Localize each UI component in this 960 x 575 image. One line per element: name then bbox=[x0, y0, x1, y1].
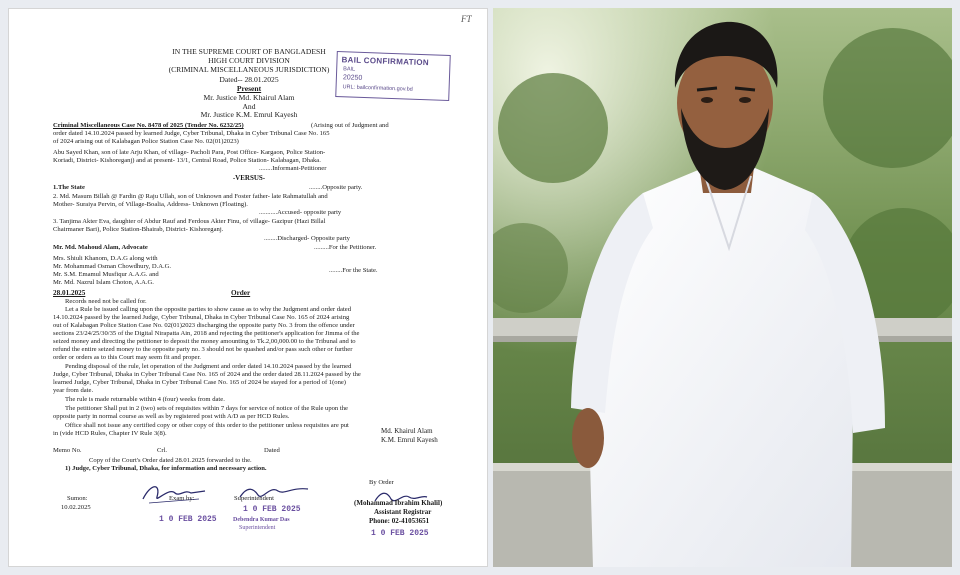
justice-2: Mr. Justice K.M. Emrul Kayesh bbox=[200, 110, 298, 119]
order-title: Order bbox=[231, 289, 251, 297]
justice-1: Mr. Justice Md. Khairul Alam bbox=[203, 93, 295, 102]
order-line: Office shall not issue any certified copy or other copy of this order to the petitioner unless requisites are put bbox=[65, 422, 349, 429]
advocate-role: .........For the Petitioner. bbox=[314, 244, 377, 251]
order-line: Let a Rule be issued calling upon the opposite parties to show cause as to why the Judgment and order dated bbox=[65, 306, 352, 313]
versus: -VERSUS- bbox=[232, 174, 266, 182]
phone: Phone: 02-41053651 bbox=[369, 517, 430, 525]
registrar-title: Assistant Registrar bbox=[374, 508, 432, 516]
order-line: learned Judge, Cyber Tribunal, Dhaka in Cyber Tribunal Case No. 165 of 2024 be stayed for a period of 1(one) bbox=[53, 379, 346, 386]
superintendent-label: Superintendent bbox=[234, 495, 274, 502]
order-line: opposite party in normal course as well as by registered post with A/D as per HCD Rules. bbox=[53, 413, 290, 420]
opposite-3-b: Chairmaner Bari), Police Station-Bhairab, District- Kishoreganj. bbox=[53, 226, 224, 233]
order-date: 28.01.2025 bbox=[53, 289, 86, 297]
court-order-document bbox=[8, 8, 488, 567]
registrar-name: (Mohammad Ibrahim Khalil) bbox=[354, 499, 443, 507]
by-order: By Order bbox=[369, 479, 394, 486]
present-label: Present bbox=[236, 84, 262, 93]
exam-by: Exam by: bbox=[169, 495, 195, 502]
order-line: refund the entire seized money to the opposite party no. 3 should not be quashed and/or pass such other or further bbox=[53, 346, 353, 353]
opposite-1-role: ........Opposite party. bbox=[309, 184, 363, 191]
state-counsel-4: Mr. Md. Nazrul Islam Choton, A.A.G. bbox=[53, 279, 154, 286]
signatory-2: K.M. Emrul Kayesh bbox=[381, 436, 438, 444]
date-stamp-2: 1 0 FEB 2025 bbox=[243, 505, 301, 514]
order-line: The rule is made returnable within 4 (four) weeks from date. bbox=[65, 396, 225, 403]
state-counsel-1: Mrs. Shiuli Khanom, D.A.G along with bbox=[53, 255, 158, 262]
order-line: out of Kalabagan Police Station Case No. 02(01)2023 discharging the opposite party No. 3 from the offence under bbox=[53, 322, 355, 329]
date-stamp-1: 1 0 FEB 2025 bbox=[159, 515, 217, 524]
court-heading: IN THE SUPREME COURT OF BANGLADESH bbox=[172, 47, 326, 56]
sup-title-stamp: Superintendent bbox=[239, 525, 276, 531]
division: HIGH COURT DIVISION bbox=[208, 56, 290, 65]
state-counsel-3: Mr. S.M. Emamul Musfiqur A.A.G. and bbox=[53, 271, 159, 278]
corner-mark: FT bbox=[461, 14, 472, 24]
opposite-3-a: 3. Tanjima Akter Eva, daughter of Abdur Rauf and Ferdous Akter Finu, of village- Gazipur (Hazi Billal bbox=[53, 218, 326, 225]
case-title: Criminal Miscellaneous Case No. 8478 of 2025 (Tender No. 6232/25) bbox=[53, 122, 244, 129]
order-line: order or orders as to this Court may seem fit and proper. bbox=[53, 354, 201, 361]
opposite-2-role: ...........Accused- opposite party bbox=[259, 209, 342, 216]
sumon-date: 10.02.2025 bbox=[61, 504, 91, 511]
sup-name-stamp: Debendra Kumar Das bbox=[233, 517, 290, 523]
petitioner-1: Abu Sayed Khan, son of late Arju Khan, of village- Pacholi Para, Post Office- Kargaon, Police Station- bbox=[53, 149, 326, 156]
order-line: 14.10.2024 passed by the learned Judge, Cyber Tribunal, Dhaka in Cyber Tribunal Case No. 165 of 2024 arising bbox=[53, 314, 350, 321]
sumon-label: Sumon: bbox=[67, 495, 88, 502]
dated: Dated-- 28.01.2025 bbox=[219, 75, 279, 84]
case-desc-2: order dated 14.10.2024 passed by learned Judge, Cyber Tribunal, Dhaka in Cyber Tribunal Case No. 165 bbox=[53, 130, 330, 137]
opposite-2-b: Mother- Suraiya Pervin, of Village-Boalia, Address- Unknown (Floating). bbox=[53, 201, 248, 208]
petitioner-role: ........Informant-Petitioner bbox=[259, 165, 327, 172]
order-line: Judge, Cyber Tribunal, Dhaka in Cyber Tribunal Case No. 165 of 2024 and the order dated 28.11.2024 passed by the bbox=[53, 371, 361, 378]
order-line: Pending disposal of the rule, let operation of the Judgment and order dated 14.10.2024 passed by the learned bbox=[65, 363, 352, 370]
state-counsel-2: Mr. Mohammad Osman Chowdhury, D.A.G. bbox=[53, 263, 172, 270]
jurisdiction: (CRIMINAL MISCELLANEOUS JURISDICTION) bbox=[168, 65, 330, 74]
opposite-2-a: 2. Md. Masum Billah @ Fardin @ Raju Ullah, son of Unknown and Foster father- late Rahmatullah and bbox=[53, 193, 328, 200]
copy-line: Copy of the Court's Order dated 28.01.2025 forwarded to the. bbox=[89, 457, 252, 464]
dated-label: Dated bbox=[264, 447, 280, 454]
portrait-photo bbox=[493, 8, 952, 567]
memo-no: Memo No. bbox=[53, 447, 82, 454]
opposite-1: 1.The State bbox=[53, 184, 85, 191]
and-label: And bbox=[242, 102, 256, 111]
order-line: year from date. bbox=[53, 387, 94, 394]
case-desc-3: of 2024 arising out of Kalabagan Police Station Case No. 02(01)2023) bbox=[53, 138, 239, 145]
signatory-1: Md. Khairul Alam bbox=[381, 427, 433, 435]
man-in-white-panjabi-illustration bbox=[493, 8, 952, 567]
date-stamp-3: 1 0 FEB 2025 bbox=[371, 529, 429, 538]
order-line: seized money and directing the petitioner to deposit the money amounting to Tk.2,00,000.00 to the Tribunal and to bbox=[53, 338, 356, 345]
order-line: sections 23/24/25/30/35 of the Digital Nirapatta Ain, 2018 and rejecting the petitioner's application for Jimma of the bbox=[53, 330, 360, 337]
opposite-3-role: ........Discharged- Opposite party bbox=[264, 235, 350, 242]
order-line: The petitioner Shall put in 2 (two) sets of requisites within 7 days for service of notice of the Rule upon the bbox=[65, 405, 348, 412]
advocate: Mr. Md. Mahoud Alam, Advocate bbox=[53, 244, 148, 251]
petitioner-2: Koriadi, District- Kishoreganj) and at present- 13/1, Central Road, Police Station- Kalabagan, Dhaka. bbox=[53, 157, 321, 164]
state-role: ........For the State. bbox=[329, 267, 378, 274]
bail-confirmation-stamp: BAIL CONFIRMATION BAIL 20250 URL: bailconfirmation.gov.bd bbox=[335, 51, 451, 101]
crl-label: Crl. bbox=[157, 447, 168, 454]
order-line: in (vide HCD Rules, Chapter IV Rule 3(8). bbox=[53, 430, 167, 437]
case-desc-1: (Arising out of Judgment and bbox=[311, 122, 389, 129]
copy-item: 1) Judge, Cyber Tribunal, Dhaka, for information and necessary action. bbox=[65, 465, 267, 472]
order-line: Records need not be called for. bbox=[65, 298, 147, 305]
